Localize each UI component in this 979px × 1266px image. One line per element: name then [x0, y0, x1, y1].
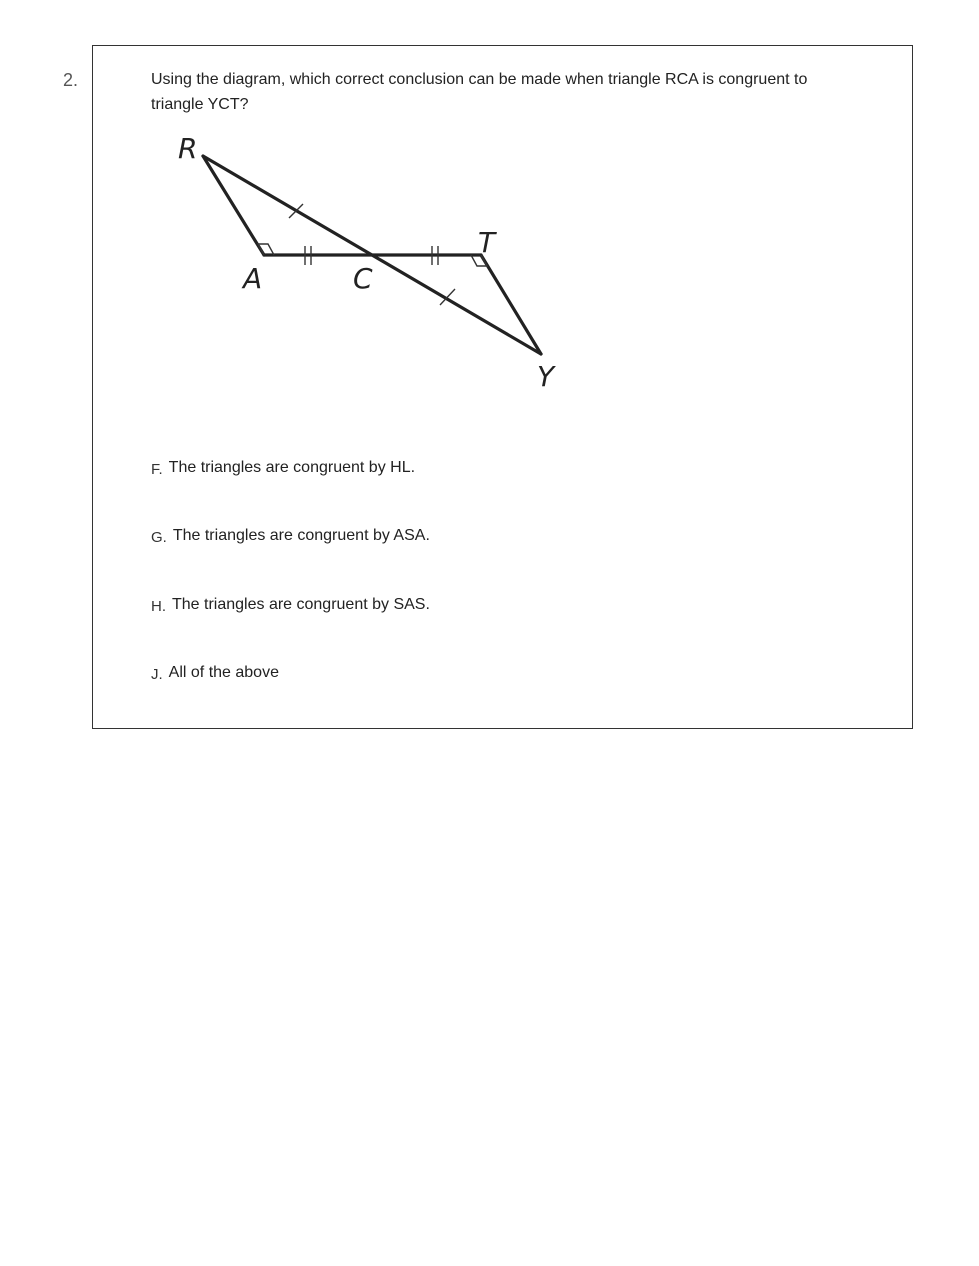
choice-letter: G. [151, 529, 167, 546]
choice-g[interactable] [151, 527, 430, 545]
choice-text: All of the above [168, 664, 279, 681]
choice-letter: J. [151, 666, 163, 683]
question-number: 2. [63, 70, 79, 90]
choice-text: The triangles are congruent by ASA. [172, 527, 430, 544]
choice-letter: F. [151, 461, 163, 478]
question-prompt: Using the diagram, which correct conclusion can be made when triangle RCA is congruent to triangle YCT? [151, 71, 808, 113]
segment-r-a [203, 156, 264, 255]
label-a: A [243, 262, 263, 295]
choice-f[interactable] [151, 459, 415, 477]
choice-text: The triangles are congruent by SAS. [172, 596, 430, 613]
label-r: R [178, 132, 198, 165]
triangle-diagram [93, 46, 912, 446]
choice-j[interactable] [151, 664, 279, 682]
choice-letter: H. [151, 598, 166, 615]
segment-t-y [481, 255, 541, 354]
choice-text: The triangles are congruent by HL. [168, 459, 416, 476]
label-t: T [478, 226, 496, 259]
label-y: Y [537, 360, 555, 393]
choice-h[interactable] [151, 596, 430, 614]
right-angle-mark-a [258, 244, 274, 255]
label-c: C [353, 262, 373, 295]
question-card [92, 45, 913, 729]
